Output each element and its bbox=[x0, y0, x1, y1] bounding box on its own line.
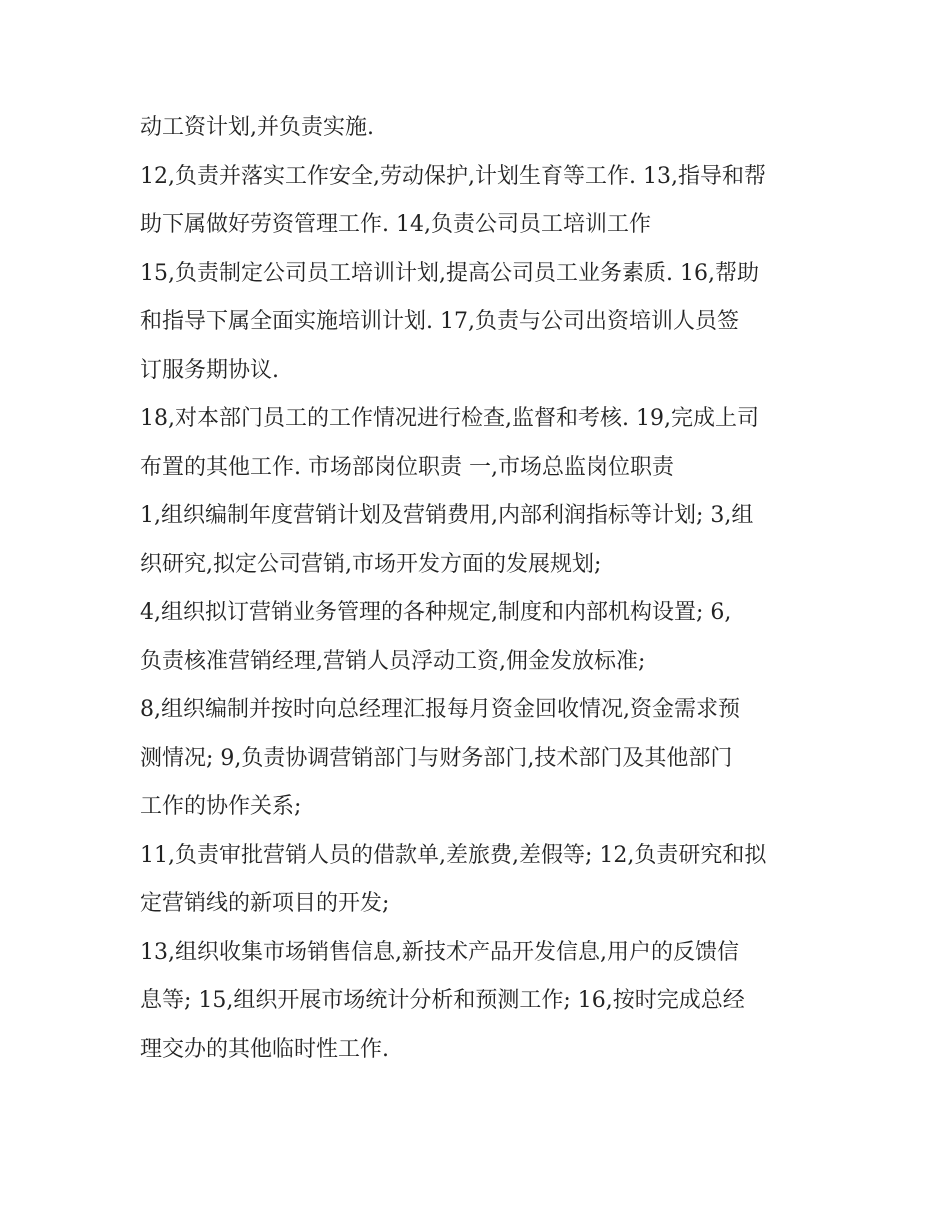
text-line: 13,组织收集市场销售信息,新技术产品开发信息,用户的反馈信 bbox=[140, 939, 739, 965]
text-line: 1,组织编制年度营销计划及营销费用,内部利润指标等计划; 3,组 bbox=[140, 503, 754, 528]
text-line: 织研究,拟定公司营销,市场开发方面的发展规划; bbox=[140, 551, 602, 577]
text-line: 理交办的其他临时性工作. bbox=[140, 1036, 389, 1062]
text-line: 11,负责审批营销人员的借款单,差旅费,差假等; 12,负责研究和拟 bbox=[140, 842, 767, 868]
text-line: 负责核准营销经理,营销人员浮动工资,佣金发放标准; bbox=[140, 648, 646, 674]
text-line: 订服务期协议. bbox=[140, 357, 279, 383]
text-line: 8,组织编制并按时向总经理汇报每月资金回收情况,资金需求预 bbox=[140, 697, 740, 722]
text-line: 测情况; 9,负责协调营销部门与财务部门,技术部门及其他部门 bbox=[140, 745, 733, 771]
text-line: 15,负责制定公司员工培训计划,提高公司员工业务素质. 16,帮助 bbox=[140, 260, 759, 286]
text-line: 12,负责并落实工作安全,劳动保护,计划生育等工作. 13,指导和帮 bbox=[140, 163, 766, 189]
text-line: 动工资计划,并负责实施. bbox=[140, 115, 374, 140]
text-line: 定营销线的新项目的开发; bbox=[140, 891, 390, 916]
text-line: 18,对本部门员工的工作情况进行检查,监督和考核. 19,完成上司 bbox=[140, 406, 759, 431]
text-line: 助下属做好劳资管理工作. 14,负责公司员工培训工作 bbox=[140, 212, 651, 237]
text-line: 和指导下属全面实施培训计划. 17,负责与公司出资培训人员签 bbox=[140, 309, 739, 334]
document-body bbox=[140, 104, 820, 1074]
text-line: 布置的其他工作. 市场部岗位职责 一,市场总监岗位职责 bbox=[140, 454, 674, 480]
text-line: 息等; 15,组织开展市场统计分析和预测工作; 16,按时完成总经 bbox=[140, 988, 745, 1013]
text-line: 4,组织拟订营销业务管理的各种规定,制度和内部机构设置; 6, bbox=[140, 600, 732, 625]
text-line: 工作的协作关系; bbox=[140, 794, 302, 819]
